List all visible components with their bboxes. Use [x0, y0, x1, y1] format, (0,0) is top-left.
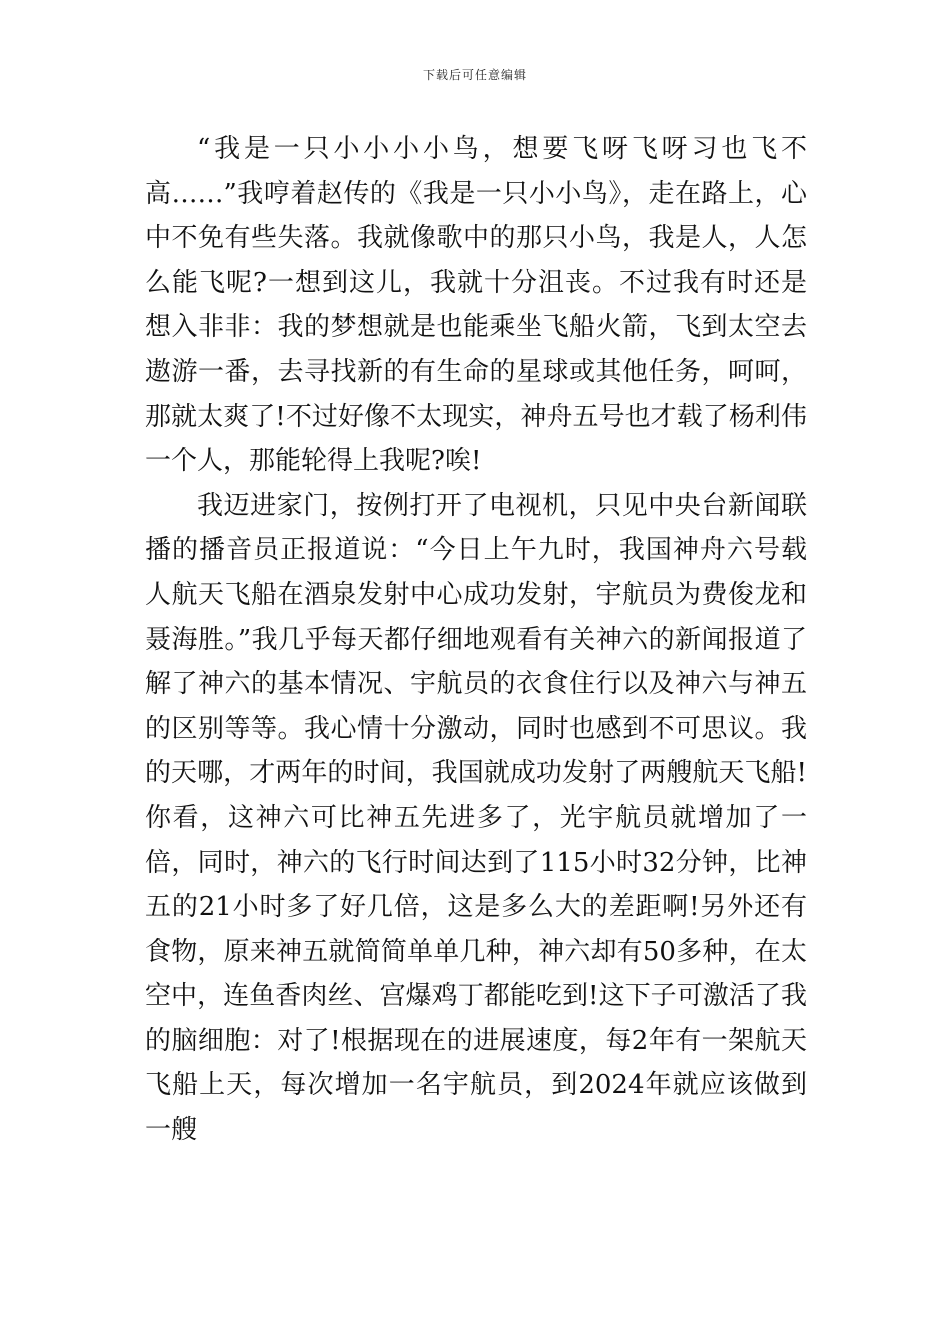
paragraph-1: “我是一只小小小小鸟，想要飞呀飞呀习也飞不高……”我哼着赵传的《我是一只小小鸟》，走在路上，心中不免有些失落。我就像歌中的那只小鸟，我是人，人怎么能飞呢?一想到这儿，我就十分沮丧。不过我有时还是想入非非：我的梦想就是也能乘坐飞船火箭，飞到太空去遨游一番，去寻找新的有生命的星球或其他任务，呵呵，那就太爽了!不过好像不太现实，神舟五号也才载了杨利伟一个人，那能轮得上我呢?唉! — [145, 134, 807, 477]
header-note: 下载后可任意编辑 — [422, 68, 527, 82]
paragraph-2: 我迈进家门，按例打开了电视机，只见中央台新闻联播的播音员正报道说：“今日上午九时，我国神舟六号载人航天飞船在酒泉发射中心成功发射，宇航员为费俊龙和聂海胜。”我几乎每天都仔细地观看有关神六的新闻报道了解了神六的基本情况、宇航员的衣食住行以及神六与神五的区别等等。我心情十分激动，同时也感到不可思议。我的天哪，才两年的时间，我国就成功发射了两艘航天飞船!你看，这神六可比神五先进多了，光宇航员就增加了一倍，同时，神六的飞行时间达到了115小时32分钟，比神五的21小时多了好几倍，这是多么大的差距啊!另外还有食物，原来神五就简简单单几种，神六却有50多种，在太空中，连鱼香肉丝、宫爆鸡丁都能吃到!这下子可激活了我的脑细胞：对了!根据现在的进展速度，每2年有一架航天飞船上天，每次增加一名宇航员，到2024年就应该做到一艘 — [145, 490, 807, 1146]
article-body — [145, 127, 807, 1153]
